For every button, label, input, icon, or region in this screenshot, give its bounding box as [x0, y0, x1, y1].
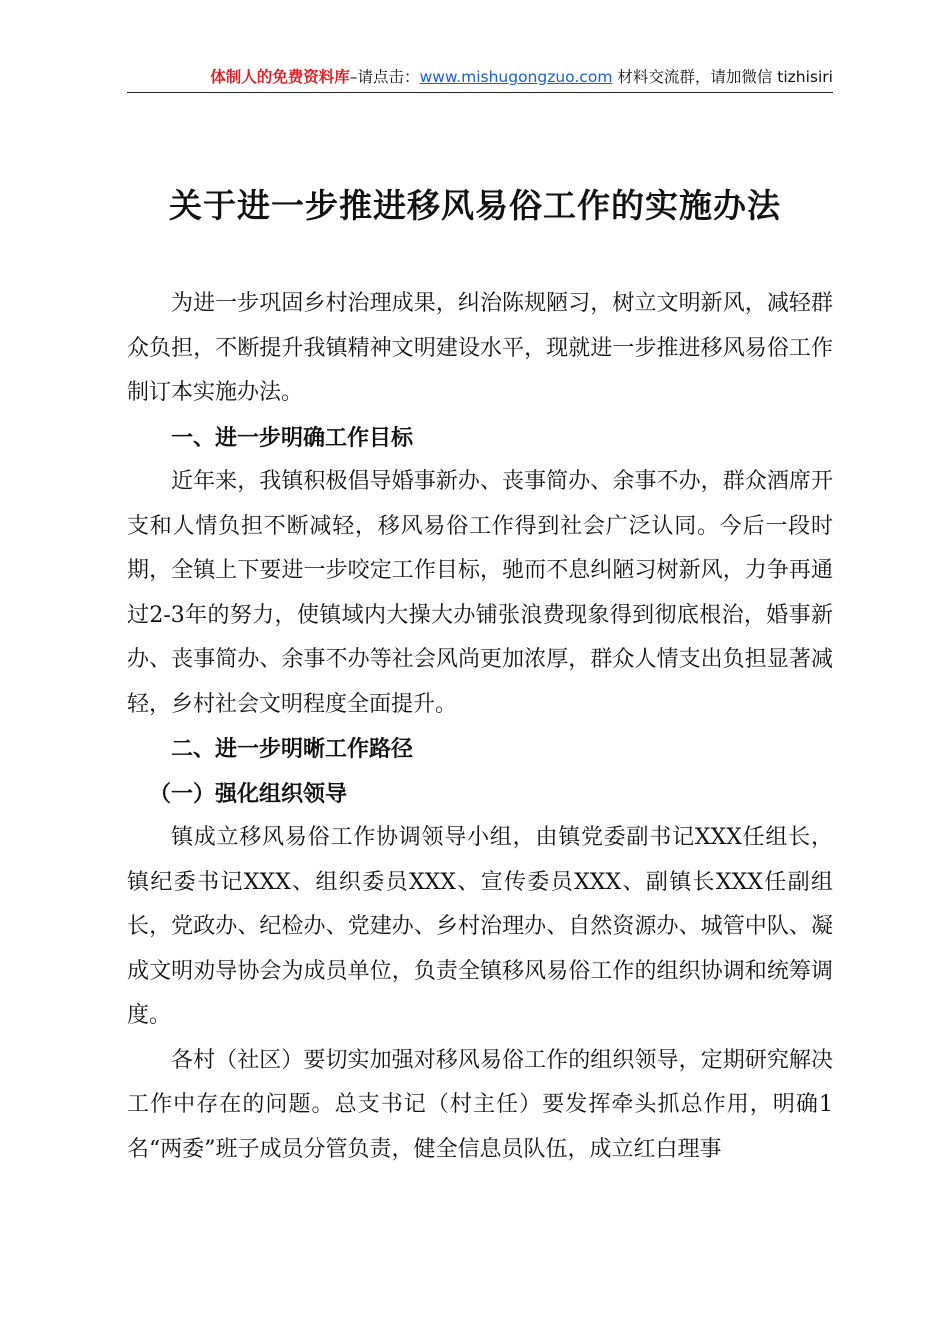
subsection1-paragraph-1: 镇成立移风易俗工作协调领导小组，由镇党委副书记XXX任组长，镇纪委书记XXX、组织委员XXX、宣传委员XXX、副镇长XXX任副组长，党政办、纪检办、党建办、乡村治理办、自然资源办、城管中队、凝成文明劝导协会为成员单位，负责全镇移风易俗工作的组织协调和统筹调度。 [127, 825, 833, 1028]
subsection1-heading: （一）强化组织领导 [149, 780, 348, 807]
section1-paragraph: 近年来，我镇积极倡导婚事新办、丧事简办、余事不办，群众酒席开支和人情负担不断减轻，移风易俗工作得到社会广泛认同。今后一段时期，全镇上下要进一步咬定工作目标，驰而不息纠陋习树新风，力争再通过2-3年的努力，使镇域内大操大办铺张浪费现象得到彻底根治，婚事新办、丧事简办、余事不办等社会风尚更加浓厚，群众人情支出负担显著减轻，乡村社会文明程度全面提升。 [127, 469, 833, 717]
subsection1-paragraph-2: 各村（社区）要切实加强对移风易俗工作的组织领导，定期研究解决工作中存在的问题。总支书记（村主任）要发挥牵头抓总作用，明确1名“两委”班子成员分管负责，健全信息员队伍，成立红白理事 [127, 1047, 833, 1162]
header-prefix: –请点击： [349, 68, 420, 86]
section1-heading: 一、进一步明确工作目标 [171, 424, 414, 451]
header-divider [127, 92, 833, 93]
page-header [127, 66, 833, 88]
intro-paragraph: 为进一步巩固乡村治理成果，纠治陈规陋习，树立文明新风，减轻群众负担，不断提升我镇精神文明建设水平，现就进一步推进移风易俗工作制订本实施办法。 [127, 291, 833, 405]
header-suffix: 材料交流群，请加微信 tizhisiri [612, 68, 833, 86]
document-body [127, 282, 833, 1172]
document-title: 关于进一步推进移风易俗工作的实施办法 [169, 186, 781, 225]
header-brand: 体制人的免费资料库 [210, 68, 350, 86]
header-link[interactable]: www.mishugongzuo.com [419, 68, 613, 86]
section2-heading: 二、进一步明晰工作路径 [171, 736, 414, 762]
